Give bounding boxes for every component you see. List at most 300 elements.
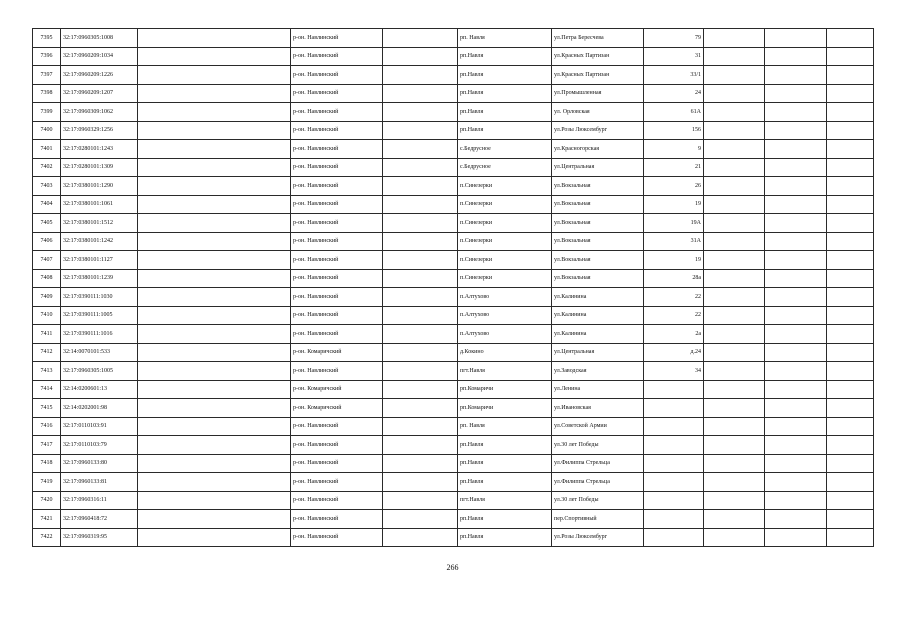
blank-cell	[704, 528, 765, 547]
settlement-cell: рп.Навля	[458, 454, 552, 473]
blank-cell	[827, 121, 874, 140]
row-number-cell: 7420	[33, 491, 61, 510]
register-sheet	[32, 28, 874, 547]
blank-cell	[827, 528, 874, 547]
blank-cell	[704, 177, 765, 196]
blank-cell	[704, 399, 765, 418]
blank-cell	[383, 288, 458, 307]
street-cell: ул.Ивановская	[552, 399, 644, 418]
house-number-cell: 21	[644, 158, 704, 177]
settlement-cell: рп.Комаричи	[458, 380, 552, 399]
blank-cell	[765, 454, 827, 473]
blank-cell	[138, 195, 291, 214]
blank-cell	[383, 84, 458, 103]
table-row	[33, 84, 874, 103]
cadastral-number-cell: 32:17:0380101:1290	[61, 177, 138, 196]
blank-cell	[138, 103, 291, 122]
district-cell: р-он. Комаричский	[291, 399, 383, 418]
district-cell: р-он. Навлинский	[291, 251, 383, 270]
blank-cell	[827, 306, 874, 325]
street-cell: ул.Калинина	[552, 306, 644, 325]
blank-cell	[383, 232, 458, 251]
blank-cell	[704, 121, 765, 140]
settlement-cell: с.Бедрусное	[458, 158, 552, 177]
cadastral-number-cell: 32:17:0960209:1207	[61, 84, 138, 103]
settlement-cell: д.Кокино	[458, 343, 552, 362]
district-cell: р-он. Навлинский	[291, 47, 383, 66]
blank-cell	[138, 436, 291, 455]
street-cell: ул.30 лет Победы	[552, 436, 644, 455]
blank-cell	[704, 269, 765, 288]
house-number-cell: 26	[644, 177, 704, 196]
table-row	[33, 306, 874, 325]
blank-cell	[827, 288, 874, 307]
blank-cell	[765, 362, 827, 381]
table-row	[33, 121, 874, 140]
cadastral-number-cell: 32:17:0960329:1256	[61, 121, 138, 140]
blank-cell	[704, 84, 765, 103]
cadastral-number-cell: 32:17:0960209:1226	[61, 66, 138, 85]
blank-cell	[138, 306, 291, 325]
street-cell: ул.Советской Армии	[552, 417, 644, 436]
street-cell: ул.Красных Партизан	[552, 47, 644, 66]
blank-cell	[827, 269, 874, 288]
blank-cell	[765, 343, 827, 362]
district-cell: р-он. Навлинский	[291, 528, 383, 547]
street-cell: ул.Розы Люксембург	[552, 528, 644, 547]
row-number-cell: 7395	[33, 29, 61, 48]
table-row	[33, 103, 874, 122]
cadastral-number-cell: 32:17:0380101:1242	[61, 232, 138, 251]
blank-cell	[383, 121, 458, 140]
blank-cell	[383, 251, 458, 270]
blank-cell	[827, 214, 874, 233]
street-cell: ул.Вокзальная	[552, 195, 644, 214]
house-number-cell	[644, 491, 704, 510]
settlement-cell: п.Синезерки	[458, 232, 552, 251]
cadastral-number-cell: 32:14:0202001:98	[61, 399, 138, 418]
house-number-cell: 2а	[644, 325, 704, 344]
blank-cell	[138, 528, 291, 547]
settlement-cell: рп.Навля	[458, 66, 552, 85]
blank-cell	[765, 66, 827, 85]
cadastral-number-cell: 32:17:0390111:1030	[61, 288, 138, 307]
blank-cell	[704, 306, 765, 325]
district-cell: р-он. Навлинский	[291, 436, 383, 455]
blank-cell	[827, 362, 874, 381]
table-row	[33, 214, 874, 233]
house-number-cell: 19	[644, 195, 704, 214]
street-cell: пер.Спортивный	[552, 510, 644, 529]
street-cell: ул.Филиппа Стрельца	[552, 454, 644, 473]
settlement-cell: рп.Навля	[458, 510, 552, 529]
cadastral-number-cell: 32:17:0110103:79	[61, 436, 138, 455]
street-cell: ул.Центральная	[552, 158, 644, 177]
district-cell: р-он. Навлинский	[291, 214, 383, 233]
district-cell: р-он. Навлинский	[291, 84, 383, 103]
table-row	[33, 380, 874, 399]
district-cell: р-он. Навлинский	[291, 66, 383, 85]
district-cell: р-он. Навлинский	[291, 325, 383, 344]
district-cell: р-он. Навлинский	[291, 491, 383, 510]
row-number-cell: 7407	[33, 251, 61, 270]
blank-cell	[704, 436, 765, 455]
blank-cell	[704, 325, 765, 344]
blank-cell	[704, 380, 765, 399]
row-number-cell: 7406	[33, 232, 61, 251]
blank-cell	[138, 140, 291, 159]
blank-cell	[765, 121, 827, 140]
blank-cell	[827, 325, 874, 344]
settlement-cell: рп.Навля	[458, 473, 552, 492]
blank-cell	[138, 362, 291, 381]
settlement-cell: пгт.Навля	[458, 362, 552, 381]
district-cell: р-он. Комаричский	[291, 380, 383, 399]
blank-cell	[827, 473, 874, 492]
table-row	[33, 269, 874, 288]
table-row	[33, 177, 874, 196]
blank-cell	[704, 214, 765, 233]
row-number-cell: 7399	[33, 103, 61, 122]
blank-cell	[383, 491, 458, 510]
blank-cell	[827, 436, 874, 455]
street-cell: ул.Петра Бересчева	[552, 29, 644, 48]
table-row	[33, 454, 874, 473]
cadastral-number-cell: 32:17:0380101:1512	[61, 214, 138, 233]
table-row	[33, 417, 874, 436]
row-number-cell: 7404	[33, 195, 61, 214]
cadastral-number-cell: 32:14:0070101:533	[61, 343, 138, 362]
settlement-cell: п.Синезерки	[458, 177, 552, 196]
row-number-cell: 7415	[33, 399, 61, 418]
blank-cell	[827, 251, 874, 270]
row-number-cell: 7403	[33, 177, 61, 196]
blank-cell	[138, 491, 291, 510]
blank-cell	[383, 343, 458, 362]
settlement-cell: п.Синезерки	[458, 214, 552, 233]
blank-cell	[765, 232, 827, 251]
settlement-cell: рп.Навля	[458, 121, 552, 140]
house-number-cell	[644, 380, 704, 399]
house-number-cell: 19А	[644, 214, 704, 233]
blank-cell	[827, 380, 874, 399]
blank-cell	[765, 436, 827, 455]
table-row	[33, 158, 874, 177]
table-row	[33, 66, 874, 85]
house-number-cell: 31	[644, 47, 704, 66]
row-number-cell: 7419	[33, 473, 61, 492]
house-number-cell	[644, 510, 704, 529]
house-number-cell	[644, 436, 704, 455]
house-number-cell: 156	[644, 121, 704, 140]
house-number-cell: 79	[644, 29, 704, 48]
blank-cell	[827, 399, 874, 418]
settlement-cell: рп.Навля	[458, 84, 552, 103]
blank-cell	[383, 29, 458, 48]
row-number-cell: 7400	[33, 121, 61, 140]
blank-cell	[827, 177, 874, 196]
street-cell: ул.Красных Партизан	[552, 66, 644, 85]
cadastral-number-cell: 32:17:0390111:1016	[61, 325, 138, 344]
settlement-cell: рп. Навля	[458, 417, 552, 436]
row-number-cell: 7421	[33, 510, 61, 529]
blank-cell	[765, 380, 827, 399]
house-number-cell: 19	[644, 251, 704, 270]
blank-cell	[765, 103, 827, 122]
settlement-cell: рп. Навля	[458, 29, 552, 48]
cadastral-number-cell: 32:17:0280101:1243	[61, 140, 138, 159]
street-cell: ул.Калинина	[552, 325, 644, 344]
blank-cell	[704, 510, 765, 529]
settlement-cell: рп.Комаричи	[458, 399, 552, 418]
blank-cell	[704, 66, 765, 85]
blank-cell	[827, 66, 874, 85]
settlement-cell: рп.Навля	[458, 528, 552, 547]
blank-cell	[383, 269, 458, 288]
blank-cell	[138, 473, 291, 492]
cadastral-number-cell: 32:17:0960133:80	[61, 454, 138, 473]
blank-cell	[383, 325, 458, 344]
row-number-cell: 7408	[33, 269, 61, 288]
blank-cell	[383, 47, 458, 66]
blank-cell	[138, 343, 291, 362]
table-row	[33, 436, 874, 455]
cadastral-number-cell: 32:17:0960316:11	[61, 491, 138, 510]
cadastral-number-cell: 32:17:0380101:1127	[61, 251, 138, 270]
blank-cell	[138, 232, 291, 251]
district-cell: р-он. Навлинский	[291, 195, 383, 214]
district-cell: р-он. Навлинский	[291, 454, 383, 473]
blank-cell	[383, 66, 458, 85]
street-cell: ул.Красногорская	[552, 140, 644, 159]
street-cell: ул.Вокзальная	[552, 214, 644, 233]
table-row	[33, 528, 874, 547]
blank-cell	[138, 214, 291, 233]
blank-cell	[383, 306, 458, 325]
district-cell: р-он. Навлинский	[291, 269, 383, 288]
blank-cell	[765, 140, 827, 159]
blank-cell	[704, 251, 765, 270]
house-number-cell: 22	[644, 306, 704, 325]
blank-cell	[383, 140, 458, 159]
blank-cell	[383, 380, 458, 399]
property-register-table	[32, 28, 874, 547]
house-number-cell: д.24	[644, 343, 704, 362]
row-number-cell: 7401	[33, 140, 61, 159]
cadastral-number-cell: 32:17:0380101:1239	[61, 269, 138, 288]
blank-cell	[704, 29, 765, 48]
blank-cell	[138, 251, 291, 270]
district-cell: р-он. Навлинский	[291, 103, 383, 122]
settlement-cell: пгт.Навля	[458, 491, 552, 510]
blank-cell	[765, 158, 827, 177]
blank-cell	[138, 454, 291, 473]
blank-cell	[383, 417, 458, 436]
blank-cell	[704, 103, 765, 122]
blank-cell	[765, 195, 827, 214]
blank-cell	[383, 454, 458, 473]
street-cell: ул.Розы Люксембург	[552, 121, 644, 140]
blank-cell	[704, 362, 765, 381]
row-number-cell: 7398	[33, 84, 61, 103]
row-number-cell: 7411	[33, 325, 61, 344]
cadastral-number-cell: 32:17:0380101:1061	[61, 195, 138, 214]
street-cell: ул. Орловская	[552, 103, 644, 122]
cadastral-number-cell: 32:17:0110103:91	[61, 417, 138, 436]
blank-cell	[383, 528, 458, 547]
blank-cell	[827, 195, 874, 214]
row-number-cell: 7409	[33, 288, 61, 307]
district-cell: р-он. Навлинский	[291, 158, 383, 177]
street-cell: ул.Вокзальная	[552, 269, 644, 288]
blank-cell	[383, 158, 458, 177]
register-body	[33, 29, 874, 547]
table-row	[33, 29, 874, 48]
settlement-cell: п.Алтухово	[458, 325, 552, 344]
table-row	[33, 251, 874, 270]
blank-cell	[765, 306, 827, 325]
street-cell: ул.Промышленная	[552, 84, 644, 103]
row-number-cell: 7414	[33, 380, 61, 399]
cadastral-number-cell: 32:17:0960309:1062	[61, 103, 138, 122]
table-row	[33, 288, 874, 307]
settlement-cell: с.Бедрусное	[458, 140, 552, 159]
settlement-cell: рп.Навля	[458, 103, 552, 122]
table-row	[33, 491, 874, 510]
house-number-cell: 31А	[644, 232, 704, 251]
row-number-cell: 7416	[33, 417, 61, 436]
blank-cell	[827, 510, 874, 529]
street-cell: ул.Вокзальная	[552, 251, 644, 270]
blank-cell	[138, 66, 291, 85]
table-row	[33, 343, 874, 362]
row-number-cell: 7413	[33, 362, 61, 381]
blank-cell	[827, 232, 874, 251]
blank-cell	[827, 343, 874, 362]
house-number-cell	[644, 399, 704, 418]
blank-cell	[704, 473, 765, 492]
cadastral-number-cell: 32:17:0390111:1005	[61, 306, 138, 325]
blank-cell	[138, 288, 291, 307]
row-number-cell: 7410	[33, 306, 61, 325]
cadastral-number-cell: 32:17:0960319:95	[61, 528, 138, 547]
house-number-cell: 33/1	[644, 66, 704, 85]
row-number-cell: 7402	[33, 158, 61, 177]
settlement-cell: п.Алтухово	[458, 306, 552, 325]
district-cell: р-он. Навлинский	[291, 140, 383, 159]
house-number-cell: 24	[644, 84, 704, 103]
blank-cell	[138, 417, 291, 436]
cadastral-number-cell: 32:14:0200601:13	[61, 380, 138, 399]
table-row	[33, 510, 874, 529]
house-number-cell: 28а	[644, 269, 704, 288]
table-row	[33, 325, 874, 344]
blank-cell	[827, 103, 874, 122]
blank-cell	[138, 325, 291, 344]
settlement-cell: п.Алтухово	[458, 288, 552, 307]
blank-cell	[765, 29, 827, 48]
house-number-cell: 22	[644, 288, 704, 307]
row-number-cell: 7422	[33, 528, 61, 547]
blank-cell	[704, 195, 765, 214]
blank-cell	[827, 158, 874, 177]
district-cell: р-он. Навлинский	[291, 29, 383, 48]
table-row	[33, 232, 874, 251]
blank-cell	[765, 251, 827, 270]
house-number-cell	[644, 417, 704, 436]
cadastral-number-cell: 32:17:0960209:1034	[61, 47, 138, 66]
street-cell: ул.Центральная	[552, 343, 644, 362]
blank-cell	[704, 343, 765, 362]
row-number-cell: 7397	[33, 66, 61, 85]
blank-cell	[704, 491, 765, 510]
settlement-cell: п.Синезерки	[458, 269, 552, 288]
settlement-cell: рп.Навля	[458, 436, 552, 455]
blank-cell	[383, 103, 458, 122]
blank-cell	[138, 399, 291, 418]
settlement-cell: п.Синезерки	[458, 251, 552, 270]
blank-cell	[704, 140, 765, 159]
street-cell: ул.Калинина	[552, 288, 644, 307]
cadastral-number-cell: 32:17:0960418:72	[61, 510, 138, 529]
district-cell: р-он. Навлинский	[291, 306, 383, 325]
blank-cell	[138, 510, 291, 529]
district-cell: р-он. Комаричский	[291, 343, 383, 362]
blank-cell	[704, 47, 765, 66]
blank-cell	[765, 417, 827, 436]
district-cell: р-он. Навлинский	[291, 177, 383, 196]
blank-cell	[765, 177, 827, 196]
blank-cell	[765, 325, 827, 344]
district-cell: р-он. Навлинский	[291, 362, 383, 381]
blank-cell	[827, 417, 874, 436]
blank-cell	[383, 195, 458, 214]
blank-cell	[138, 177, 291, 196]
blank-cell	[704, 158, 765, 177]
blank-cell	[827, 140, 874, 159]
house-number-cell	[644, 528, 704, 547]
blank-cell	[383, 362, 458, 381]
row-number-cell: 7412	[33, 343, 61, 362]
row-number-cell: 7396	[33, 47, 61, 66]
table-row	[33, 362, 874, 381]
blank-cell	[765, 47, 827, 66]
house-number-cell	[644, 473, 704, 492]
blank-cell	[765, 473, 827, 492]
blank-cell	[827, 47, 874, 66]
settlement-cell: рп.Навля	[458, 47, 552, 66]
table-row	[33, 140, 874, 159]
street-cell: ул.Ленина	[552, 380, 644, 399]
blank-cell	[138, 158, 291, 177]
blank-cell	[704, 288, 765, 307]
cadastral-number-cell: 32:17:0960133:81	[61, 473, 138, 492]
blank-cell	[765, 491, 827, 510]
street-cell: ул.Вокзальная	[552, 177, 644, 196]
blank-cell	[765, 528, 827, 547]
blank-cell	[827, 84, 874, 103]
house-number-cell: 9	[644, 140, 704, 159]
house-number-cell: 61А	[644, 103, 704, 122]
street-cell: ул.Заводская	[552, 362, 644, 381]
cadastral-number-cell: 32:17:0280101:1309	[61, 158, 138, 177]
row-number-cell: 7418	[33, 454, 61, 473]
district-cell: р-он. Навлинский	[291, 232, 383, 251]
blank-cell	[138, 269, 291, 288]
street-cell: ул.Вокзальная	[552, 232, 644, 251]
blank-cell	[138, 47, 291, 66]
blank-cell	[765, 84, 827, 103]
